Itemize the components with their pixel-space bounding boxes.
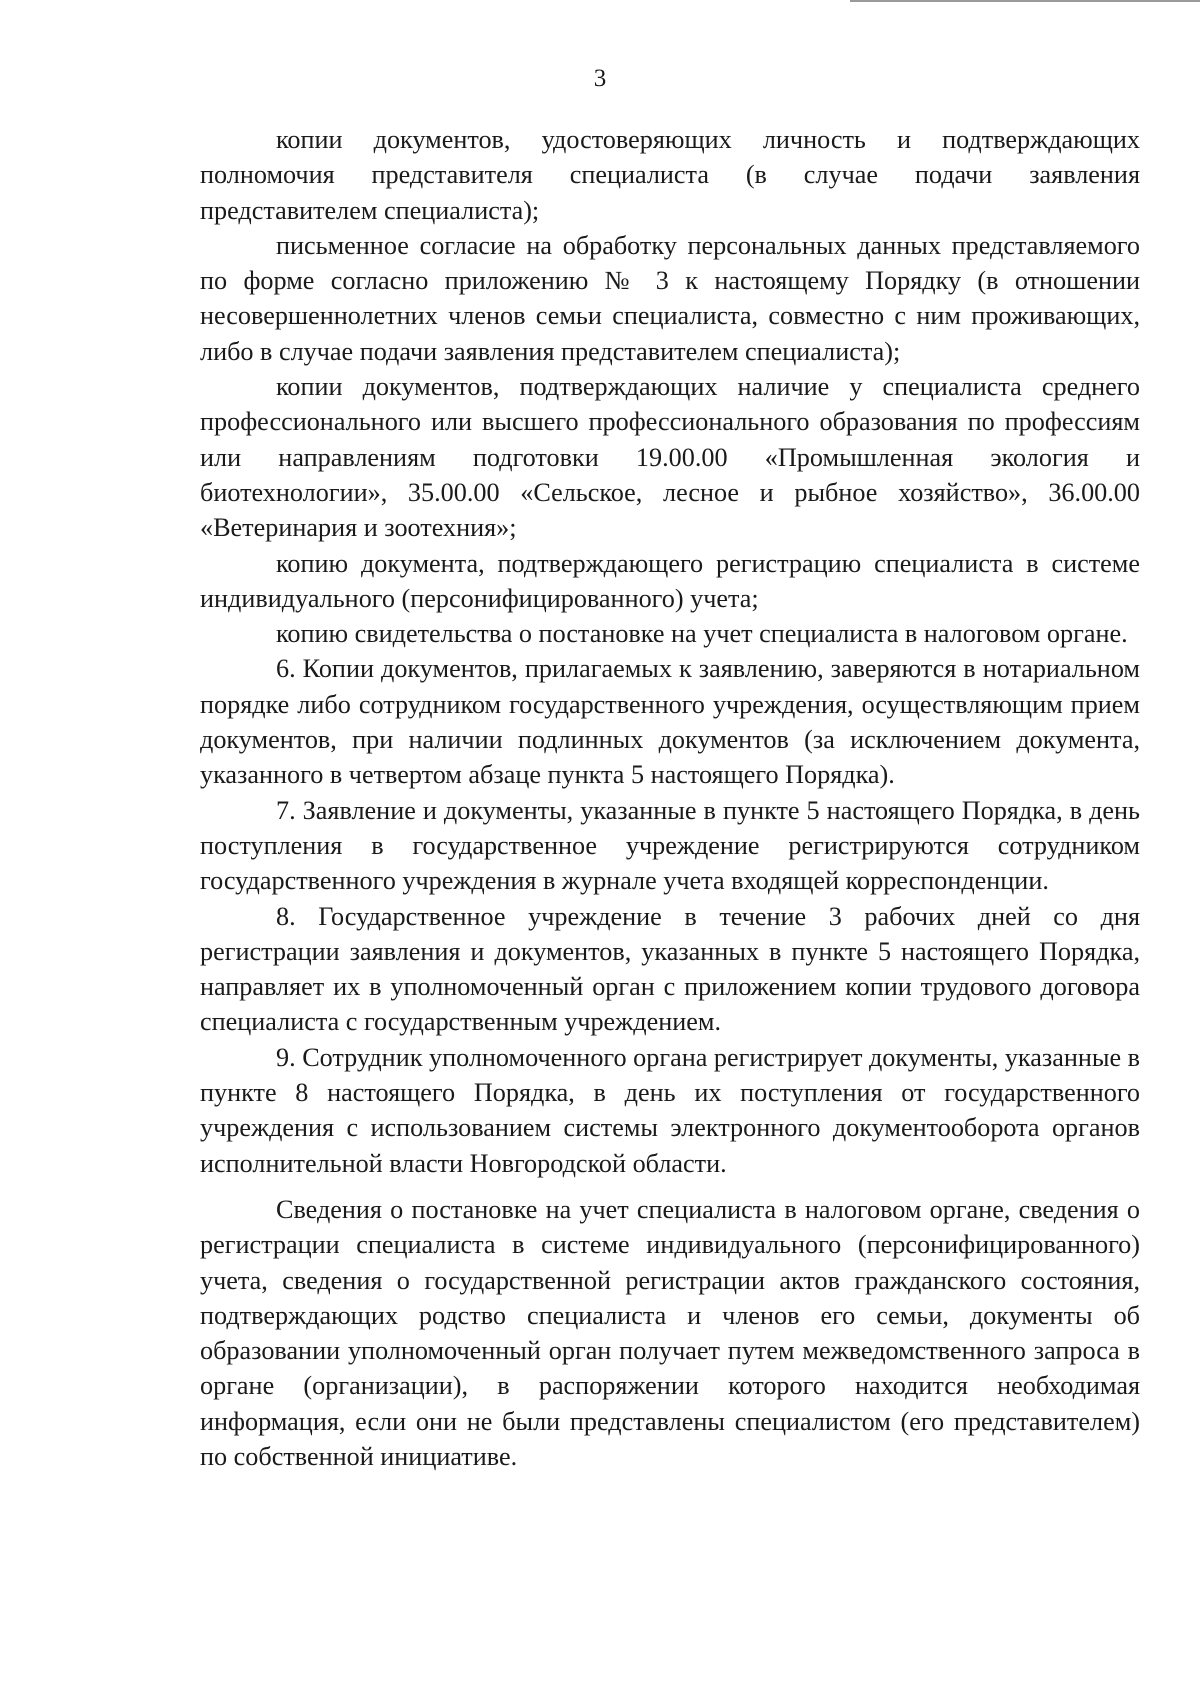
paragraph-tax-registration-certificate: копию свидетельства о постановке на учет специалиста в налоговом органе. — [276, 619, 1128, 649]
page-number: 3 — [593, 65, 607, 92]
paragraph-item-7: 7. Заявление и документы, указанные в пункте 5 настоящего Порядка, в день поступления в государственное учреждение регистрируются сотрудником государственного учреждения в журнале учета входящей корреспонденции. — [200, 795, 1140, 896]
paragraph-interagency-request: Сведения о постановке на учет специалиста в налоговом органе, сведения о регистрации специалиста в системе индивидуального (персонифицированного) учета, сведения о государственной регистрации актов гражданского состояния, подтверждающих родство специалиста и членов его семьи, документы об образовании уполномоченный орган получает путем межведомственного запроса в органе (организации), в распоряжении которого находится необходимая информация, если они не были представлены специалистом (его представителем) по собственной инициативе. — [200, 1194, 1140, 1471]
paragraph-item-9: 9. Сотрудник уполномоченного органа регистрирует документы, указанные в пункте 8 настоящего Порядка, в день их поступления от государственного учреждения с использованием системы электронного документооборота органов исполнительной власти Новгородской области. — [200, 1042, 1140, 1178]
paragraph-personal-data-consent: письменное согласие на обработку персональных данных представляемого по форме согласно приложению № 3 к настоящему Порядку (в отношении несовершеннолетних членов семьи специалиста, совместно с ним проживающих, либо в случае подачи заявления представителем специалиста); — [200, 230, 1140, 366]
scan-edge-line — [850, 0, 1200, 2]
paragraph-education-documents: копии документов, подтверждающих наличие у специалиста среднего профессионального или высшего профессионального образования по профессиям или направлениям подготовки 19.00.00 «Промышленная экология и биотехнологии», 35.00.00 «Сельское, лесное и рыбное хозяйство», 36.00.00 «Ветеринария и зоотехния»; — [200, 372, 1140, 543]
document-body — [200, 122, 1140, 1474]
paragraph-item-8: 8. Государственное учреждение в течение 3 рабочих дней со дня регистрации заявления и документов, указанных в пункте 5 настоящего Порядка, направляет их в уполномоченный орган с приложением копии трудового договора специалиста с государственным учреждением. — [200, 901, 1140, 1037]
paragraph-item-6: 6. Копии документов, прилагаемых к заявлению, заверяются в нотариальном порядке либо сотрудником государственного учреждения, осуществляющим прием документов, при наличии подлинных документов (за исключением документа, указанного в четвертом абзаце пункта 5 настоящего Порядка). — [200, 654, 1140, 790]
paragraph-copies-representative-documents: копии документов, удостоверяющих личность и подтверждающих полномочия представителя специалиста (в случае подачи заявления представителем специалиста); — [200, 125, 1140, 225]
paragraph-personal-accounting-registration: копию документа, подтверждающего регистрацию специалиста в системе индивидуального (персонифицированного) учета; — [200, 548, 1140, 613]
